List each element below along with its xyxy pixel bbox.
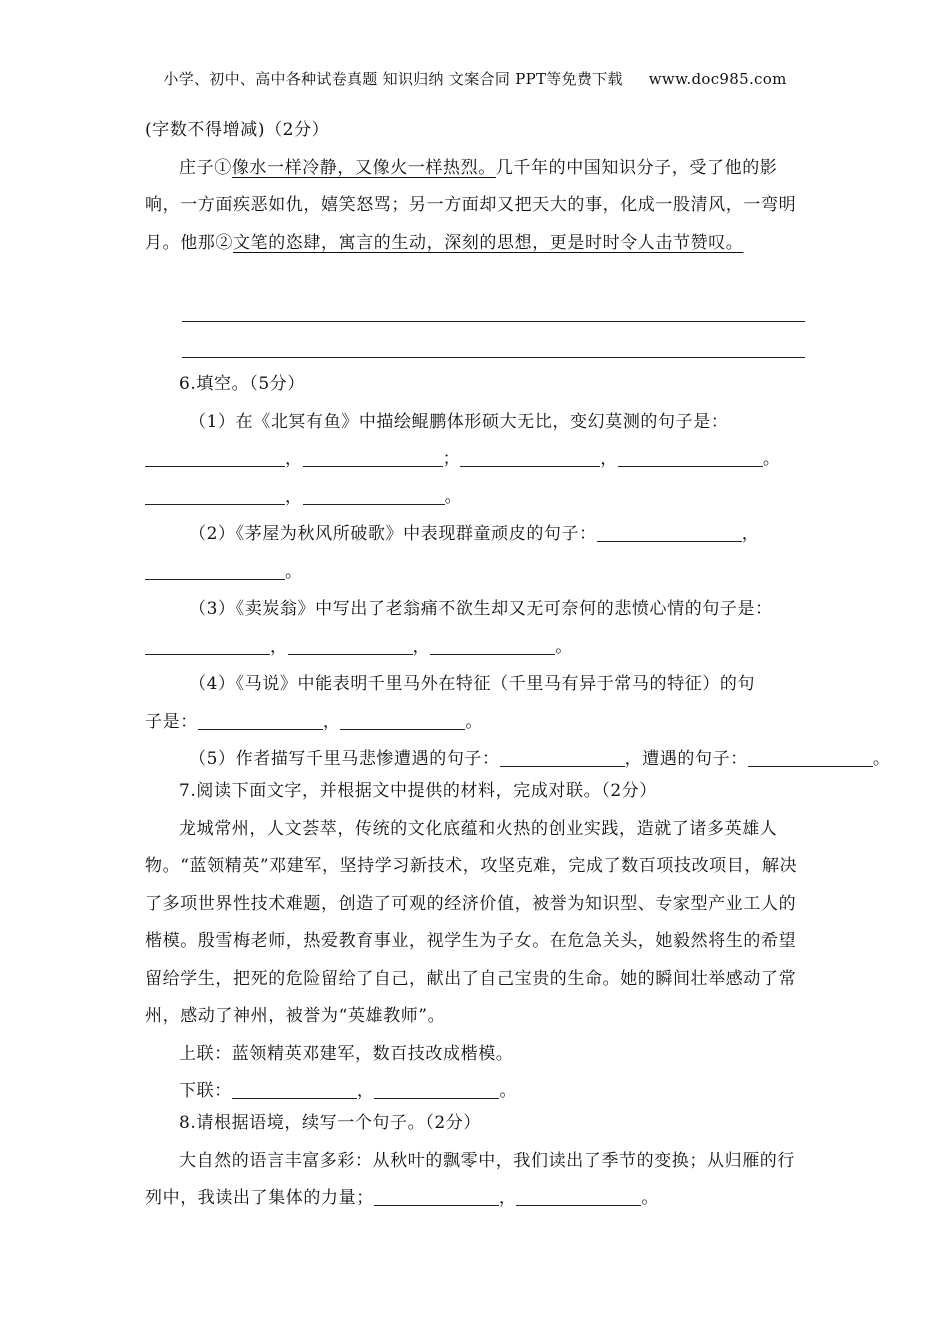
q5-underline-2: 文笔的恣肆，寓言的生动，深刻的思想，更是时时令人击节赞叹。 [233,232,744,253]
blank[interactable] [145,561,285,580]
q6-s3-blanks: ， ， 。 [145,629,810,667]
q5-note: (字数不得增减)（2分） [145,120,330,140]
page-header [0,68,950,89]
q7-lower: 下联： ， 。 [179,1081,518,1101]
blank[interactable] [198,711,323,730]
q6-s2: （2）《茅屋为秋风所破歌》中表现群童顽皮的句子： ， [189,524,760,544]
blank[interactable] [232,1080,357,1099]
q7-text: 龙城常州，人文荟萃，传统的文化底蕴和火热的创业实践，造就了诸多英雄人物。“蓝领精英”邓建军，坚持学习新技术，攻坚克难，完成了数百项技改项目，解决了多项世界性技术难题，创造了可观的经济价值，被誉为知识型、专家型产业工人的楷模。殷雪梅老师，热爱教育事业，视学生为子女。在危急关头，她毅然将生的希望留给学生，把死的危险留给了自己，献出了自己宝贵的生命。她的瞬间壮举感动了常州，感动了神州，被誉为“英雄教师”。 [145,818,798,1026]
q5-passage [145,150,810,263]
blank[interactable] [340,711,465,730]
q6-s1: （1）在《北冥有鱼》中描绘鲲鹏体形硕大无比，变幻莫测的句子是： [189,411,729,432]
q6-s4a: （4）《马说》中能表明千里马外在特征（千里马有异于常马的特征）的句 [189,674,756,694]
q8-block [145,1105,810,1218]
q6-s1-blanks-1: ， ； ， 。 [145,441,810,479]
header-text: 小学、初中、高中各种试卷真题 知识归纳 文案合同 PPT等免费下载 [163,70,623,88]
q7-title: 7.阅读下面文字，并根据文中提供的材料，完成对联。（2分） [179,781,657,801]
blank[interactable] [430,636,555,655]
blank[interactable] [145,448,285,467]
header-url: www.doc985.com [648,70,787,88]
answer-line-1[interactable] [182,321,805,322]
q8-title: 8.请根据语境，续写一个句子。（2分） [179,1113,481,1133]
q5-underline-1: 像水一样冷静，又像火一样热烈。 [231,157,496,178]
q6-s2-blanks: 。 [145,554,810,592]
q6-s1-blanks-2: ， 。 [145,479,810,517]
blank[interactable] [303,486,445,505]
blank[interactable] [303,448,443,467]
blank[interactable] [374,1187,499,1206]
q8-text: 大自然的语言丰富多彩：从秋叶的飘零中，我们读出了季节的变换；从归雁的行列中，我读出了集体的力量； ， 。 [145,1150,795,1208]
q7-upper: 上联：蓝领精英邓建军，数百技改成楷模。 [179,1043,514,1064]
q6-title: 6.填空。（5分） [179,374,305,394]
blank[interactable] [597,523,742,542]
blank[interactable] [460,448,600,467]
blank[interactable] [145,636,270,655]
blank[interactable] [374,1080,499,1099]
q5-passage-b: 几千年的中国知识分子，受了他的影响，一方面疾恶如仇，嬉笑怒骂；另一方面却又把天大的事，化成一股清风，一弯明月。他那② [145,157,797,253]
q5-block [145,112,810,262]
q6-s5: （5）作者描写千里马悲惨遭遇的句子： ，遭遇的句子： 。 [189,749,891,769]
q7-block [145,773,810,1111]
blank[interactable] [618,448,763,467]
q5-passage-a: 庄子① [179,157,232,178]
blank[interactable] [145,486,285,505]
q6-block [145,366,891,779]
answer-line-2[interactable] [182,357,805,358]
blank[interactable] [516,1187,641,1206]
blank[interactable] [500,748,625,767]
q6-s4b: 子是： ， 。 [145,711,484,732]
blank[interactable] [288,636,413,655]
q6-s3: （3）《卖炭翁》中写出了老翁痛不欲生却又无可奈何的悲愤心情的句子是： [189,599,773,619]
blank[interactable] [748,748,873,767]
